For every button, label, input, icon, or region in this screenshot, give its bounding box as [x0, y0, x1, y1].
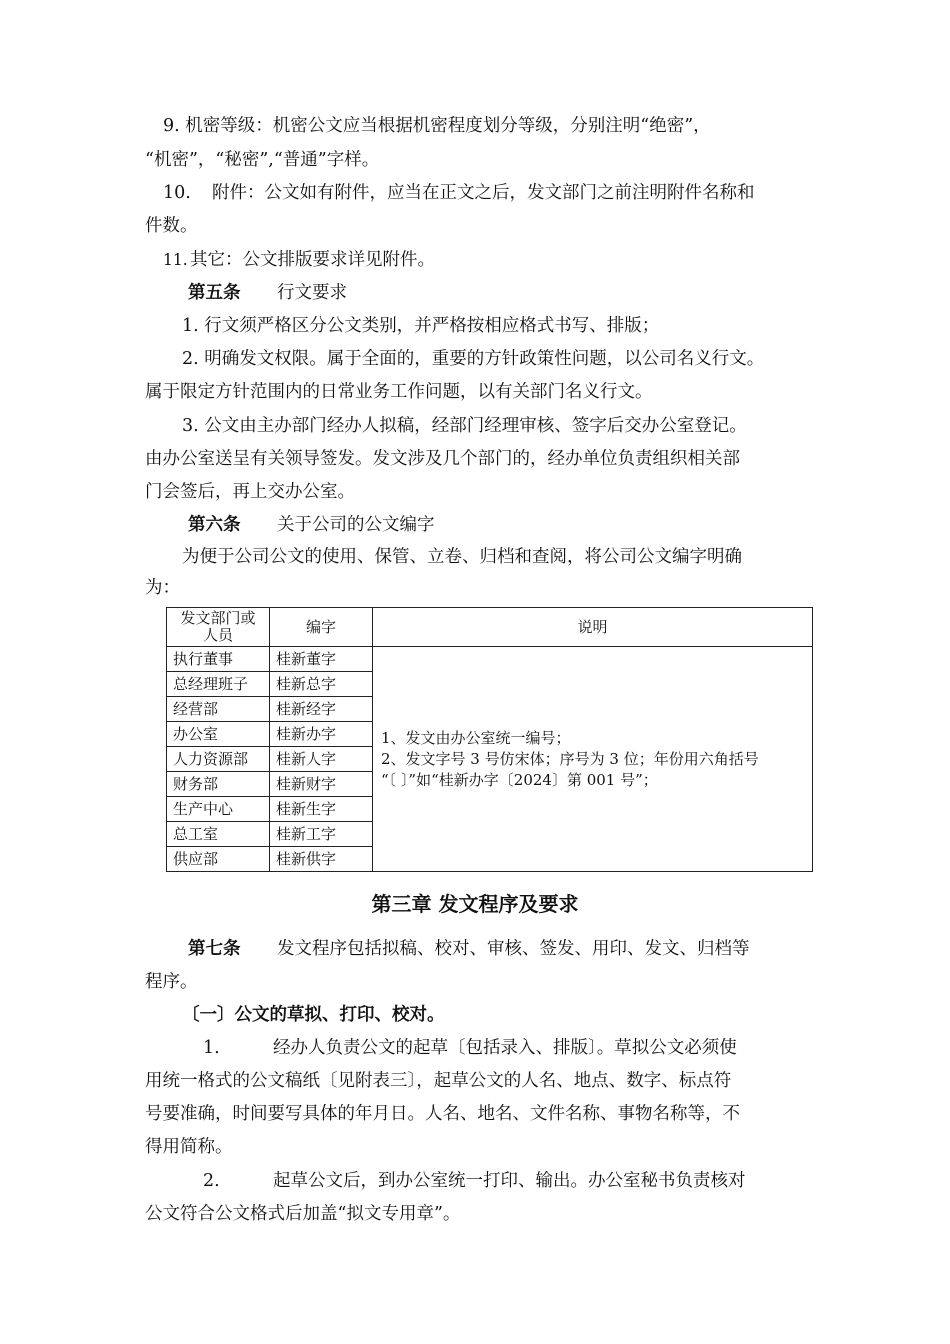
table-cell-department: 办公室	[167, 722, 270, 747]
table-note-line: 2、发文字号 3 号仿宋体；序号为 3 位；年份用六角括号	[381, 749, 759, 768]
table-cell-department: 执行董事	[167, 647, 270, 672]
article-5-item-1: 1. 行文须严格区分公文类别，并严格按相应格式书写、排版；	[182, 316, 660, 336]
table-cell-department: 总工室	[167, 822, 270, 847]
article-5-title: 行文要求	[277, 283, 347, 303]
section-1-item-1-line-1: 经办人负责公文的起草〔包括录入、排版〕。草拟公文必须使	[273, 1038, 737, 1058]
section-1-item-1-line-3: 号要准确，时间要写具体的年月日。人名、地名、文件名称、事物名称等，不	[145, 1104, 740, 1124]
table-cell-code: 桂新人字	[270, 747, 373, 772]
article-6-text-line-2: 为：	[145, 578, 180, 598]
item-9-line-2: “机密”，“秘密”,“普通”字样。	[145, 150, 380, 170]
article-5-item-3-line-3: 门会签后，再上交办公室。	[145, 482, 355, 502]
article-5-item-3-line-1: 3. 公文由主办部门经办人拟稿，经部门经理审核、签字后交办公室登记。	[182, 416, 747, 436]
section-1-item-1-line-2: 用统一格式的公文稿纸〔见附表三〕，起草公文的人名、地点、数字、标点符	[145, 1071, 732, 1091]
table-cell-department: 人力资源部	[167, 747, 270, 772]
table-cell-department: 总经理班子	[167, 672, 270, 697]
article-5-item-2-line-1: 2. 明确发文权限。属于全面的，重要的方针政策性问题，以公司名义行文。	[182, 349, 765, 369]
article-5-item-2-line-2: 属于限定方针范围内的日常业务工作问题，以有关部门名义行文。	[145, 382, 653, 402]
table-cell-code: 桂新生字	[270, 797, 373, 822]
table-cell-department: 供应部	[167, 847, 270, 872]
table-cell-department: 财务部	[167, 772, 270, 797]
article-7-label: 第七条	[188, 939, 241, 959]
table-note-line: 1、发文由办公室统一编号；	[381, 728, 571, 747]
table-header-department: 发文部门或 人员	[167, 608, 270, 647]
item-10-line-1: 附件：公文如有附件，应当在正文之后，发文部门之前注明附件名称和	[212, 183, 755, 203]
table-cell-code: 桂新财字	[270, 772, 373, 797]
section-1-item-1-line-4: 得用简称。	[145, 1137, 233, 1157]
table-cell-code: 桂新办字	[270, 722, 373, 747]
table-header-row	[167, 608, 813, 647]
article-6-label: 第六条	[188, 515, 241, 535]
table-cell-code: 桂新工字	[270, 822, 373, 847]
table-note-cell	[373, 647, 813, 872]
table-cell-department: 生产中心	[167, 797, 270, 822]
section-1-item-2-number: 2.	[203, 1171, 220, 1191]
article-6-text-line-1: 为便于公司公文的使用、保管、立卷、归档和查阅，将公司公文编字明确	[182, 547, 742, 567]
table-row	[167, 647, 813, 672]
section-1-item-2-line-1: 起草公文后，到办公室统一打印、输出。办公室秘书负责核对	[273, 1171, 746, 1191]
table-header-note: 说明	[373, 608, 813, 647]
section-1-item-2-line-2: 公文符合公文格式后加盖“拟文专用章”。	[145, 1204, 461, 1224]
table-note-line: “〔 〕”如“桂新办字〔2024〕第 001 号”；	[381, 770, 658, 789]
table-header-code: 编字	[270, 608, 373, 647]
document-code-table	[166, 607, 813, 872]
table-cell-code: 桂新董字	[270, 647, 373, 672]
article-5-label: 第五条	[188, 283, 241, 303]
chapter-title: 第三章 发文程序及要求	[371, 892, 579, 916]
table-cell-code: 桂新经字	[270, 697, 373, 722]
article-7-line-2: 程序。	[145, 972, 198, 992]
table-cell-code: 桂新总字	[270, 672, 373, 697]
item-11-text: 其它：公文排版要求详见附件。	[190, 250, 435, 270]
item-11-number: 11.	[163, 251, 188, 269]
article-5-item-3-line-2: 由办公室送呈有关领导签发。发文涉及几个部门的，经办单位负责组织相关部	[145, 449, 740, 469]
article-7-line-1: 发文程序包括拟稿、校对、审核、签发、用印、发文、归档等	[277, 939, 750, 959]
section-1-heading: 〔一〕公文的草拟、打印、校对。	[182, 1005, 445, 1025]
article-6-title: 关于公司的公文编字	[277, 515, 435, 535]
item-10-line-2: 件数。	[145, 216, 198, 236]
table-cell-department: 经营部	[167, 697, 270, 722]
item-9-line-1: 9. 机密等级：机密公文应当根据机密程度划分等级，分别注明“绝密”，	[163, 116, 711, 136]
table-cell-code: 桂新供字	[270, 847, 373, 872]
section-1-item-1-number: 1.	[203, 1038, 220, 1058]
item-10-number: 10.	[163, 183, 191, 203]
